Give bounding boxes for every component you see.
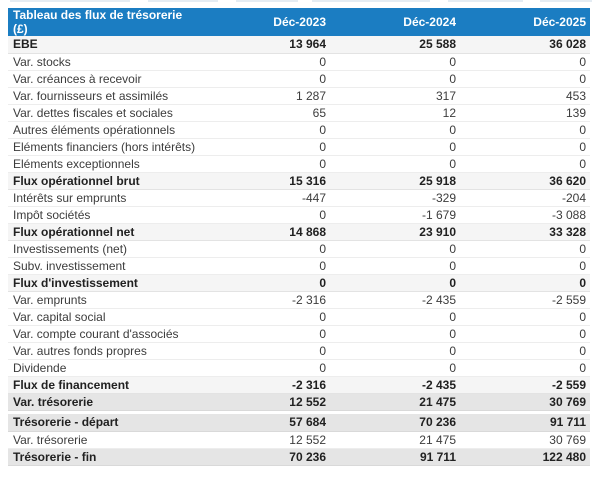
table-row <box>8 36 590 53</box>
row-value: 0 <box>460 121 590 138</box>
table-row <box>8 359 590 376</box>
row-value: 13 964 <box>200 36 330 53</box>
table-row <box>8 87 590 104</box>
row-value: -2 559 <box>460 291 590 308</box>
table-row <box>8 206 590 223</box>
row-value: -2 316 <box>200 291 330 308</box>
row-value: 0 <box>460 240 590 257</box>
row-value: 0 <box>200 325 330 342</box>
row-value: 91 711 <box>460 414 590 431</box>
row-value: 0 <box>200 53 330 70</box>
row-value: 453 <box>460 87 590 104</box>
row-value: 36 620 <box>460 172 590 189</box>
row-label: Trésorerie - fin <box>8 448 200 465</box>
row-value: 23 910 <box>330 223 460 240</box>
column-header-dec-2023: Déc-2023 <box>200 8 330 36</box>
cropped-content-edge <box>148 0 218 2</box>
table-row <box>8 189 590 206</box>
row-label: Var. capital social <box>8 308 200 325</box>
row-value: 33 328 <box>460 223 590 240</box>
row-label: Investissements (net) <box>8 240 200 257</box>
table-row <box>8 431 590 448</box>
row-value: -329 <box>330 189 460 206</box>
row-value: 0 <box>330 155 460 172</box>
row-value: 57 684 <box>200 414 330 431</box>
column-header-dec-2025: Déc-2025 <box>460 8 590 36</box>
row-value: -3 088 <box>460 206 590 223</box>
row-value: 14 868 <box>200 223 330 240</box>
table-row <box>8 104 590 121</box>
row-value: 0 <box>460 257 590 274</box>
row-value: 0 <box>200 257 330 274</box>
row-value: 25 918 <box>330 172 460 189</box>
row-value: -2 435 <box>330 376 460 393</box>
row-label: Var. emprunts <box>8 291 200 308</box>
row-value: 0 <box>200 308 330 325</box>
row-value: 65 <box>200 104 330 121</box>
table-row <box>8 70 590 87</box>
row-label: Var. trésorerie <box>8 393 200 410</box>
row-label: Eléments financiers (hors intérêts) <box>8 138 200 155</box>
table-row <box>8 172 590 189</box>
row-value: 36 028 <box>460 36 590 53</box>
table-row <box>8 274 590 291</box>
row-value: 0 <box>330 70 460 87</box>
row-value: 30 769 <box>460 393 590 410</box>
row-label: Trésorerie - départ <box>8 414 200 431</box>
row-label: Var. dettes fiscales et sociales <box>8 104 200 121</box>
row-label: Flux opérationnel net <box>8 223 200 240</box>
table-row <box>8 257 590 274</box>
table-row <box>8 376 590 393</box>
table-header-row <box>8 8 590 36</box>
cropped-content-edge <box>448 0 523 2</box>
row-label: Var. créances à recevoir <box>8 70 200 87</box>
row-label: Autres éléments opérationnels <box>8 121 200 138</box>
table-row <box>8 448 590 465</box>
cashflow-table <box>8 8 590 466</box>
row-value: 1 287 <box>200 87 330 104</box>
row-value: 0 <box>460 155 590 172</box>
row-value: 70 236 <box>200 448 330 465</box>
column-header-dec-2024: Déc-2024 <box>330 8 460 36</box>
row-label: Var. fournisseurs et assimilés <box>8 87 200 104</box>
row-value: 0 <box>460 342 590 359</box>
row-value: 122 480 <box>460 448 590 465</box>
table-row <box>8 121 590 138</box>
row-value: 70 236 <box>330 414 460 431</box>
row-label: Flux de financement <box>8 376 200 393</box>
row-value: 0 <box>200 138 330 155</box>
row-label: Subv. investissement <box>8 257 200 274</box>
row-value: 0 <box>200 359 330 376</box>
row-value: 0 <box>330 257 460 274</box>
row-value: -1 679 <box>330 206 460 223</box>
row-value: 317 <box>330 87 460 104</box>
row-value: 12 552 <box>200 393 330 410</box>
row-value: 0 <box>460 274 590 291</box>
row-label: Eléments exceptionnels <box>8 155 200 172</box>
table-body <box>8 36 590 465</box>
row-value: 0 <box>200 155 330 172</box>
table-row <box>8 414 590 431</box>
row-value: 12 <box>330 104 460 121</box>
row-value: 0 <box>330 325 460 342</box>
row-value: 0 <box>330 53 460 70</box>
row-label: Intérêts sur emprunts <box>8 189 200 206</box>
row-label: Var. trésorerie <box>8 431 200 448</box>
row-value: 0 <box>330 240 460 257</box>
row-value: 0 <box>330 359 460 376</box>
row-value: -204 <box>460 189 590 206</box>
row-value: 0 <box>330 274 460 291</box>
table-row <box>8 291 590 308</box>
row-value: 0 <box>330 138 460 155</box>
table-row <box>8 53 590 70</box>
row-value: 0 <box>460 70 590 87</box>
row-value: 30 769 <box>460 431 590 448</box>
row-value: 0 <box>460 53 590 70</box>
table-title: Tableau des flux de trésorerie (£) <box>8 8 200 36</box>
table-row <box>8 393 590 410</box>
row-value: -447 <box>200 189 330 206</box>
row-label: Var. autres fonds propres <box>8 342 200 359</box>
row-label: Var. compte courant d'associés <box>8 325 200 342</box>
row-label: Impôt sociétés <box>8 206 200 223</box>
row-value: -2 559 <box>460 376 590 393</box>
row-value: 91 711 <box>330 448 460 465</box>
row-value: 0 <box>330 308 460 325</box>
row-value: 0 <box>200 70 330 87</box>
row-value: 139 <box>460 104 590 121</box>
row-value: 0 <box>200 274 330 291</box>
row-value: 0 <box>200 342 330 359</box>
row-value: 0 <box>460 325 590 342</box>
cropped-content-edge <box>540 0 592 2</box>
row-label: Flux d'investissement <box>8 274 200 291</box>
row-value: 15 316 <box>200 172 330 189</box>
table-row <box>8 223 590 240</box>
cropped-content-edge <box>312 0 430 2</box>
table-row <box>8 325 590 342</box>
row-value: 0 <box>460 359 590 376</box>
row-value: 12 552 <box>200 431 330 448</box>
cropped-content-edge <box>236 0 298 2</box>
row-value: 25 588 <box>330 36 460 53</box>
row-label: Var. stocks <box>8 53 200 70</box>
row-value: 0 <box>200 206 330 223</box>
row-value: -2 316 <box>200 376 330 393</box>
row-value: 0 <box>330 342 460 359</box>
row-value: 21 475 <box>330 431 460 448</box>
row-value: 0 <box>200 121 330 138</box>
table-row <box>8 138 590 155</box>
table-row <box>8 342 590 359</box>
row-value: 21 475 <box>330 393 460 410</box>
row-label: Flux opérationnel brut <box>8 172 200 189</box>
table-row <box>8 308 590 325</box>
row-value: -2 435 <box>330 291 460 308</box>
row-label: Dividende <box>8 359 200 376</box>
table-row <box>8 155 590 172</box>
row-value: 0 <box>460 138 590 155</box>
cropped-content-edge <box>10 0 130 2</box>
row-value: 0 <box>200 240 330 257</box>
row-value: 0 <box>460 308 590 325</box>
row-value: 0 <box>330 121 460 138</box>
row-label: EBE <box>8 36 200 53</box>
table-row <box>8 240 590 257</box>
